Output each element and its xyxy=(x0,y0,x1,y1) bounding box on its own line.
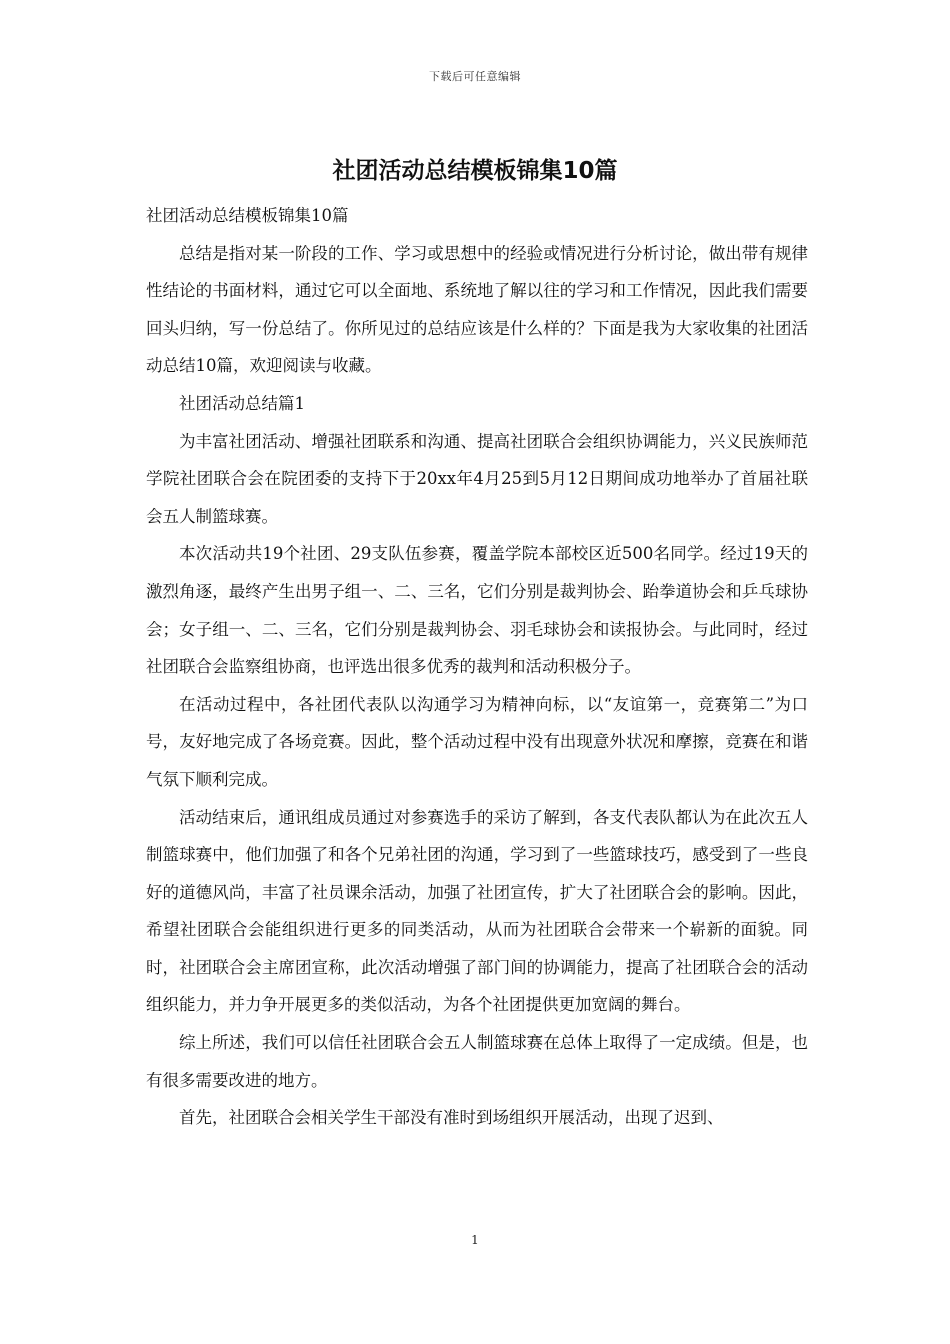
paragraph: 综上所述，我们可以信任社团联合会五人制篮球赛在总体上取得了一定成绩。但是，也有很多需要改进的地方。 xyxy=(146,1033,808,1090)
paragraph-intro: 总结是指对某一阶段的工作、学习或思想中的经验或情况进行分析讨论，做出带有规律性结论的书面材料，通过它可以全面地、系统地了解以往的学习和工作情况，因此我们需要回头归纳，写一份总结了。你所见过的总结应该是什么样的？下面是我为大家收集的社团活动总结10篇，欢迎阅读与收藏。 xyxy=(146,243,808,376)
paragraph: 活动结束后，通讯组成员通过对参赛选手的采访了解到，各支代表队都认为在此次五人制篮球赛中，他们加强了和各个兄弟社团的沟通，学习到了一些篮球技巧，感受到了一些良好的道德风尚，丰富了社员课余活动，加强了社团宣传，扩大了社团联合会的影响。因此，希望社团联合会能组织进行更多的同类活动，从而为社团联合会带来一个崭新的面貌。同时，社团联合会主席团宣称，此次活动增强了部门间的协调能力，提高了社团联合会的活动组织能力，并力争开展更多的类似活动，为各个社团提供更加宽阔的舞台。 xyxy=(146,807,808,1015)
page-number: 1 xyxy=(471,1233,479,1247)
paragraph: 为丰富社团活动、增强社团联系和沟通、提高社团联合会组织协调能力，兴义民族师范学院社团联合会在院团委的支持下于20xx年4月25到5月12日期间成功地举办了首届社联会五人制篮球赛。 xyxy=(146,431,808,526)
paragraph: 首先，社团联合会相关学生干部没有准时到场组织开展活动，出现了迟到、 xyxy=(179,1108,724,1128)
section-heading: 社团活动总结篇1 xyxy=(179,393,305,413)
document-subtitle: 社团活动总结模板锦集10篇 xyxy=(146,206,349,225)
document-body xyxy=(146,197,808,1137)
paragraph: 本次活动共19个社团、29支队伍参赛，覆盖学院本部校区近500名同学。经过19天的激烈角逐，最终产生出男子组一、二、三名，它们分别是裁判协会、跆拳道协会和乒乓球协会；女子组一、二、三名，它们分别是裁判协会、羽毛球协会和读报协会。与此同时，经过社团联合会监察组协商，也评选出很多优秀的裁判和活动积极分子。 xyxy=(146,544,808,677)
paragraph: 在活动过程中，各社团代表队以沟通学习为精神向标，以“友谊第一，竞赛第二”为口号，友好地完成了各场竞赛。因此，整个活动过程中没有出现意外状况和摩擦，竞赛在和谐气氛下顺利完成。 xyxy=(146,694,808,789)
document-title: 社团活动总结模板锦集10篇 xyxy=(332,158,618,184)
header-note: 下载后可任意编辑 xyxy=(429,70,521,83)
